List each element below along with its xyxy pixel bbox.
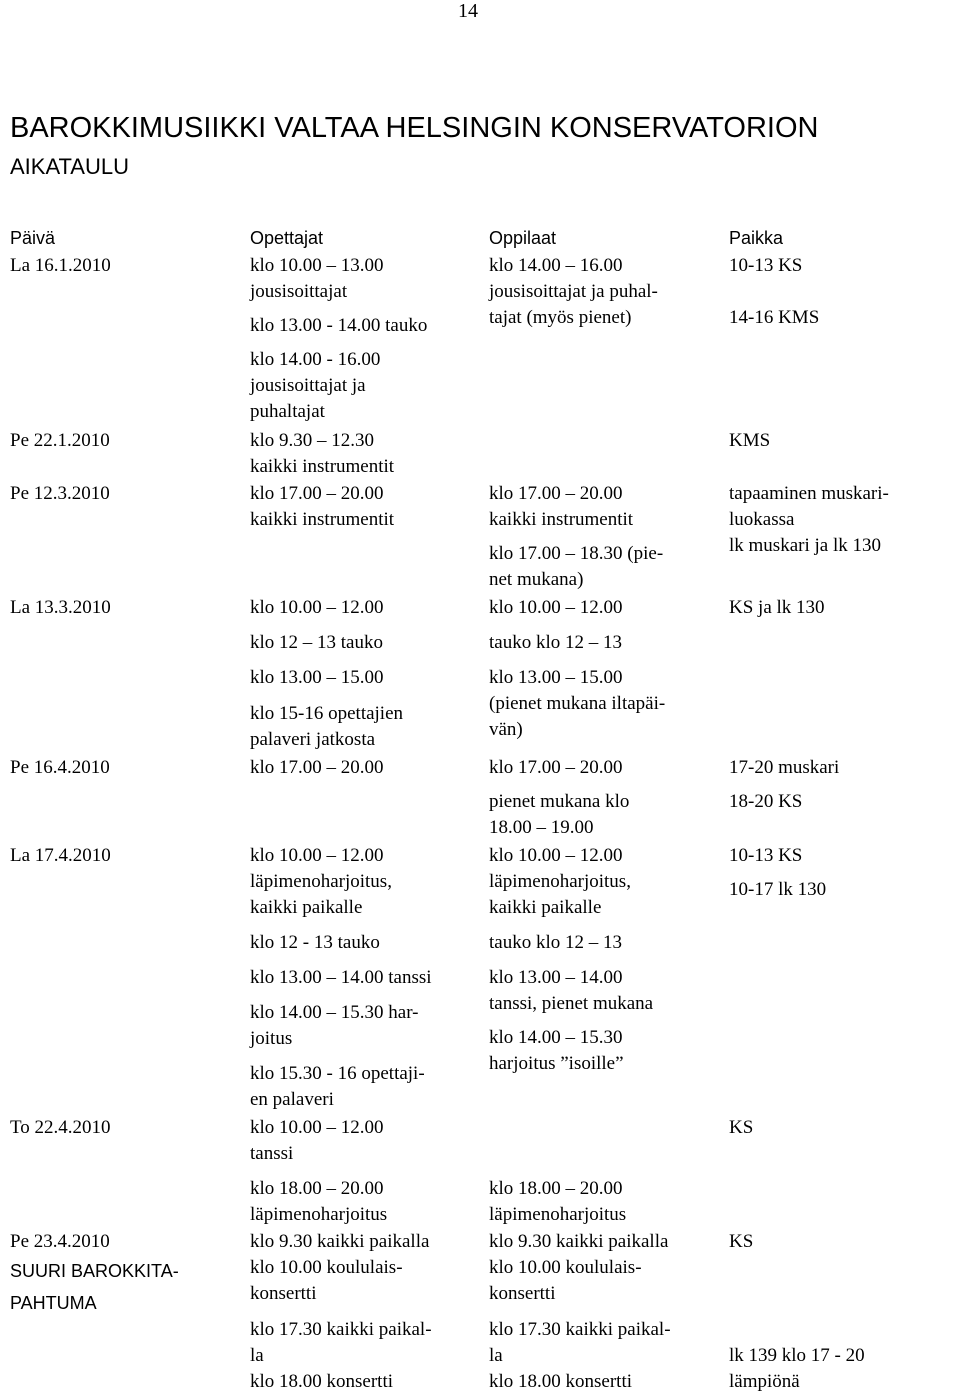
teachers-line: klo 15-16 opettajien <box>250 703 404 724</box>
students-line: klo 10.00 – 12.00 <box>489 845 623 866</box>
teachers-line: klo 10.00 – 12.00 <box>250 845 384 866</box>
teachers-line: klo 13.00 – 14.00 tanssi <box>250 967 432 988</box>
teachers-line: jousisoittajat ja <box>250 375 366 396</box>
place-line: 17-20 muskari <box>729 757 840 778</box>
students-line: klo 18.00 – 20.00 <box>489 1178 623 1199</box>
place-line: 18-20 KS <box>729 791 803 812</box>
row-day-line: Pe 22.1.2010 <box>10 430 110 451</box>
row-day-line: La 17.4.2010 <box>10 845 111 866</box>
place-line: KMS <box>729 430 771 451</box>
students-line: net mukana) <box>489 569 584 590</box>
students-line: klo 10.00 koululais- <box>489 1257 642 1278</box>
place-line: 10-17 lk 130 <box>729 879 827 900</box>
students-line: klo 18.00 konsertti <box>489 1371 633 1392</box>
header-day: Päivä <box>10 228 56 248</box>
teachers-line: klo 14.00 - 16.00 <box>250 349 381 370</box>
students-line: läpimenoharjoitus, <box>489 871 631 892</box>
row-day-line: La 13.3.2010 <box>10 597 111 618</box>
teachers-line: klo 18.00 konsertti <box>250 1371 394 1392</box>
row-day-line: La 16.1.2010 <box>10 255 111 276</box>
students-line: la <box>489 1345 503 1366</box>
students-line: tajat (myös pienet) <box>489 307 632 328</box>
teachers-line: klo 17.00 – 20.00 <box>250 757 384 778</box>
teachers-line: kaikki instrumentit <box>250 509 395 530</box>
place-line: KS <box>729 1117 754 1138</box>
teachers-line: klo 13.00 - 14.00 tauko <box>250 315 428 336</box>
students-line: klo 17.30 kaikki paikal- <box>489 1319 671 1340</box>
place-line: lämpiönä <box>729 1371 800 1392</box>
place-line: KS <box>729 1231 754 1252</box>
teachers-line: kaikki instrumentit <box>250 456 395 477</box>
students-line: klo 17.00 – 18.30 (pie- <box>489 543 664 564</box>
teachers-line: läpimenoharjoitus <box>250 1204 388 1225</box>
event-name-line: SUURI BAROKKITA- <box>10 1261 179 1281</box>
place-line: lk 139 klo 17 - 20 <box>729 1345 865 1366</box>
teachers-line: klo 10.00 – 13.00 <box>250 255 384 276</box>
teachers-line: klo 9.30 kaikki paikalla <box>250 1231 430 1252</box>
students-line: kaikki instrumentit <box>489 509 634 530</box>
teachers-line: klo 17.30 kaikki paikal- <box>250 1319 432 1340</box>
event-name-line: PAHTUMA <box>10 1293 97 1313</box>
students-line: tanssi, pienet mukana <box>489 993 654 1014</box>
place-line: lk muskari ja lk 130 <box>729 535 881 556</box>
students-line: 18.00 – 19.00 <box>489 817 594 838</box>
place-line: 10-13 KS <box>729 845 803 866</box>
students-line: kaikki paikalle <box>489 897 602 918</box>
students-line: vän) <box>489 719 523 740</box>
header-teachers: Opettajat <box>250 228 324 248</box>
students-line: pienet mukana klo <box>489 791 630 812</box>
teachers-line: puhaltajat <box>250 401 325 422</box>
row-day-line: To 22.4.2010 <box>10 1117 111 1138</box>
students-line: klo 9.30 kaikki paikalla <box>489 1231 669 1252</box>
students-line: klo 13.00 – 14.00 <box>489 967 623 988</box>
page-number: 14 <box>458 0 478 22</box>
teachers-line: klo 10.00 – 12.00 <box>250 1117 384 1138</box>
teachers-line: kaikki paikalle <box>250 897 363 918</box>
teachers-line: la <box>250 1345 264 1366</box>
students-line: klo 13.00 – 15.00 <box>489 667 623 688</box>
students-line: klo 14.00 – 15.30 <box>489 1027 623 1048</box>
students-line: klo 10.00 – 12.00 <box>489 597 623 618</box>
header-students: Oppilaat <box>489 228 557 248</box>
teachers-line: klo 10.00 koululais- <box>250 1257 403 1278</box>
teachers-line: klo 12 – 13 tauko <box>250 632 383 653</box>
teachers-line: konsertti <box>250 1283 317 1304</box>
page-title: BAROKKIMUSIIKKI VALTAA HELSINGIN KONSERVATORION <box>10 112 819 144</box>
place-line: KS ja lk 130 <box>729 597 825 618</box>
teachers-line: jousisoittajat <box>250 281 348 302</box>
place-line: 10-13 KS <box>729 255 803 276</box>
teachers-line: klo 18.00 – 20.00 <box>250 1178 384 1199</box>
teachers-line: klo 15.30 - 16 opettaji- <box>250 1063 425 1084</box>
place-line: tapaaminen muskari- <box>729 483 889 504</box>
students-line: harjoitus ”isoille” <box>489 1053 624 1074</box>
teachers-line: joitus <box>250 1028 293 1049</box>
row-day-line: Pe 12.3.2010 <box>10 483 110 504</box>
students-line: läpimenoharjoitus <box>489 1204 627 1225</box>
teachers-line: palaveri jatkosta <box>250 729 376 750</box>
students-line: klo 17.00 – 20.00 <box>489 483 623 504</box>
row-day-line: Pe 23.4.2010 <box>10 1231 110 1252</box>
teachers-line: klo 10.00 – 12.00 <box>250 597 384 618</box>
students-line: tauko klo 12 – 13 <box>489 632 622 653</box>
page-subtitle: AIKATAULU <box>10 154 129 179</box>
teachers-line: läpimenoharjoitus, <box>250 871 392 892</box>
header-place: Paikka <box>729 228 784 248</box>
teachers-line: en palaveri <box>250 1089 334 1110</box>
row-day-line: Pe 16.4.2010 <box>10 757 110 778</box>
teachers-line: klo 17.00 – 20.00 <box>250 483 384 504</box>
teachers-line: klo 9.30 – 12.30 <box>250 430 375 451</box>
students-line: konsertti <box>489 1283 556 1304</box>
teachers-line: klo 13.00 – 15.00 <box>250 667 384 688</box>
teachers-line: klo 12 - 13 tauko <box>250 932 380 953</box>
students-line: jousisoittajat ja puhal- <box>489 281 658 302</box>
teachers-line: tanssi <box>250 1143 294 1164</box>
students-line: klo 17.00 – 20.00 <box>489 757 623 778</box>
place-line: luokassa <box>729 509 795 530</box>
students-line: klo 14.00 – 16.00 <box>489 255 623 276</box>
teachers-line: klo 14.00 – 15.30 har- <box>250 1002 419 1023</box>
place-line: 14-16 KMS <box>729 307 820 328</box>
students-line: tauko klo 12 – 13 <box>489 932 622 953</box>
students-line: (pienet mukana iltapäi- <box>489 693 666 714</box>
